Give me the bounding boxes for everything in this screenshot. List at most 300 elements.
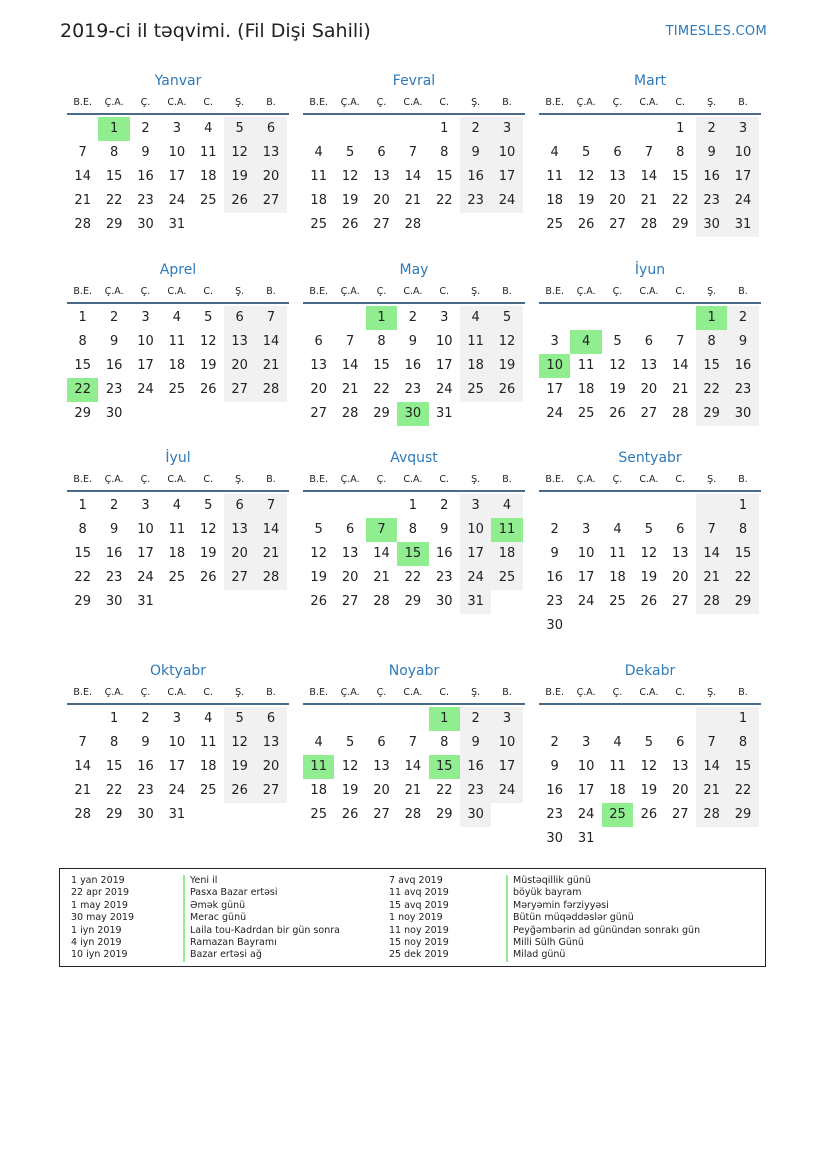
weekday-label: Ş. xyxy=(707,97,717,108)
day-cell: 29 xyxy=(105,807,123,822)
day-cell: 13 xyxy=(373,169,390,184)
day-cell: 23 xyxy=(105,382,123,397)
empty-cell xyxy=(334,707,365,731)
day-cell: 14 xyxy=(255,330,286,354)
day-cell: 29 xyxy=(105,217,123,232)
day-cell: 9 xyxy=(550,759,559,774)
day-cell: 3 xyxy=(491,707,522,731)
day-cell: 7 xyxy=(345,334,355,349)
day-cell: 16 xyxy=(105,358,123,373)
month-i̇yun xyxy=(539,261,761,426)
day-cell: 11 xyxy=(310,169,327,184)
day-cell: 26 xyxy=(577,217,595,232)
day-cell: 18 xyxy=(199,759,217,774)
day-cell: 15 xyxy=(727,755,758,779)
day-cell: 26 xyxy=(224,189,255,213)
day-cell: 6 xyxy=(314,334,323,349)
day-cell: 4 xyxy=(613,522,622,537)
day-cell: 12 xyxy=(224,141,255,165)
legend-holiday-name: Müstəqillik günü xyxy=(513,875,591,886)
day-cell: 26 xyxy=(341,217,359,232)
day-cell: 3 xyxy=(172,121,181,136)
day-cell: 17 xyxy=(435,358,453,373)
day-cell: 7 xyxy=(696,518,727,542)
day-cell: 18 xyxy=(460,354,491,378)
day-cell: 2 xyxy=(727,306,758,330)
empty-cell xyxy=(303,306,334,330)
day-cell: 5 xyxy=(491,306,522,330)
day-cell: 20 xyxy=(671,570,689,585)
month-fevral xyxy=(303,72,525,237)
legend-date: 15 avq 2019 xyxy=(389,899,449,911)
day-cell: 31 xyxy=(137,594,154,609)
day-cell: 4 xyxy=(550,145,559,160)
day-cell: 3 xyxy=(581,522,591,537)
day-cell: 17 xyxy=(577,783,595,798)
day-cell: 16 xyxy=(546,570,563,585)
weekday-label: C. xyxy=(439,474,450,485)
weekday-label: B. xyxy=(738,687,748,698)
day-cell: 15 xyxy=(373,358,390,373)
day-cell: 12 xyxy=(609,358,626,373)
day-cell: 4 xyxy=(204,121,213,136)
empty-cell xyxy=(303,117,334,141)
day-cell: 5 xyxy=(581,145,591,160)
day-cell: 5 xyxy=(224,117,255,141)
legend-holiday-name: böyük bayram xyxy=(513,887,582,899)
day-cell: 4 xyxy=(172,310,181,325)
day-cell: 30 xyxy=(696,213,727,237)
day-cell: 9 xyxy=(440,522,449,537)
weekday-label: B. xyxy=(502,286,512,297)
month-sentyabr xyxy=(539,449,761,638)
empty-cell xyxy=(67,117,98,141)
legend-date: 22 apr 2019 xyxy=(71,887,130,899)
day-cell: 22 xyxy=(74,570,91,585)
day-cell: 23 xyxy=(435,570,453,585)
day-cell: 7 xyxy=(78,735,87,750)
month-name: Fevral xyxy=(392,73,436,89)
day-cell: 12 xyxy=(577,169,595,184)
day-cell: 10 xyxy=(137,334,154,349)
weekday-label: Ç.A. xyxy=(104,286,124,297)
legend-holiday-name: Peyğəmbərin ad günündən sonrakı gün xyxy=(513,924,701,936)
weekday-label: C.A. xyxy=(167,687,187,698)
legend-right-dates xyxy=(389,875,449,962)
day-cell: 3 xyxy=(141,498,150,513)
day-cell: 3 xyxy=(460,494,491,518)
day-cell: 17 xyxy=(168,759,186,774)
day-cell: 26 xyxy=(224,779,255,803)
weekday-label: C. xyxy=(675,286,686,297)
day-cell: 5 xyxy=(314,522,323,537)
month-name: May xyxy=(399,262,429,278)
day-cell: 20 xyxy=(224,542,255,566)
day-cell: 18 xyxy=(168,358,186,373)
day-cell: 29 xyxy=(435,807,453,822)
day-grid xyxy=(539,707,761,851)
weekday-label: Ş. xyxy=(707,474,717,485)
weekday-label: Ç. xyxy=(612,687,623,698)
holiday-day-cell: 10 xyxy=(539,354,570,378)
month-name: Mart xyxy=(634,73,666,89)
day-cell: 14 xyxy=(671,358,689,373)
day-cell: 25 xyxy=(168,382,186,397)
day-cell: 15 xyxy=(74,358,91,373)
day-cell: 21 xyxy=(640,193,658,208)
day-cell: 13 xyxy=(609,169,626,184)
weekday-label: C. xyxy=(203,97,214,108)
day-grid xyxy=(67,494,289,614)
empty-cell xyxy=(570,306,601,330)
brand-link[interactable]: TIMESLES.COM xyxy=(665,24,767,39)
weekday-header xyxy=(303,95,525,115)
weekday-label: B. xyxy=(266,97,276,108)
day-cell: 17 xyxy=(168,169,186,184)
legend-date: 1 iyn 2019 xyxy=(71,924,122,936)
day-cell: 8 xyxy=(377,334,386,349)
day-cell: 23 xyxy=(404,382,422,397)
day-cell: 17 xyxy=(577,570,595,585)
day-cell: 11 xyxy=(546,169,563,184)
day-cell: 31 xyxy=(577,831,595,846)
weekday-label: B. xyxy=(738,286,748,297)
day-cell: 30 xyxy=(546,618,563,633)
day-cell: 10 xyxy=(435,334,453,349)
weekday-label: Ş. xyxy=(235,286,245,297)
day-grid xyxy=(303,707,525,827)
weekday-label: C.A. xyxy=(403,474,423,485)
weekday-label: Ç. xyxy=(140,97,151,108)
day-cell: 3 xyxy=(550,334,559,349)
holiday-day-cell: 15 xyxy=(429,755,460,779)
legend-holiday-name: Pasxa Bazar ertəsi xyxy=(190,887,278,899)
day-cell: 8 xyxy=(408,522,417,537)
day-cell: 2 xyxy=(109,498,119,513)
weekday-label: C. xyxy=(675,687,686,698)
legend-holiday-name: Ramazan Bayramı xyxy=(190,936,277,948)
day-cell: 20 xyxy=(373,783,390,798)
weekday-label: B. xyxy=(738,97,748,108)
weekday-label: B.E. xyxy=(545,286,564,297)
day-cell: 20 xyxy=(373,193,390,208)
day-cell: 9 xyxy=(696,141,727,165)
weekday-label: Ç.A. xyxy=(340,97,360,108)
empty-cell xyxy=(665,707,696,731)
day-cell: 13 xyxy=(671,546,689,561)
day-cell: 23 xyxy=(137,193,154,208)
day-cell: 24 xyxy=(168,783,186,798)
weekday-label: Ç. xyxy=(612,97,623,108)
empty-cell xyxy=(67,707,98,731)
weekday-label: Ş. xyxy=(235,687,245,698)
legend-left-names xyxy=(183,875,340,962)
day-cell: 13 xyxy=(224,518,255,542)
holiday-day-cell: 1 xyxy=(429,707,460,731)
day-cell: 24 xyxy=(168,193,186,208)
day-cell: 24 xyxy=(435,382,453,397)
day-cell: 30 xyxy=(460,803,491,827)
weekday-label: Ç.A. xyxy=(576,286,596,297)
day-cell: 6 xyxy=(255,117,286,141)
day-cell: 29 xyxy=(74,406,91,421)
empty-cell xyxy=(570,707,601,731)
legend-date: 10 iyn 2019 xyxy=(71,949,128,961)
day-cell: 18 xyxy=(310,783,327,798)
weekday-label: B. xyxy=(266,286,276,297)
weekday-label: B.E. xyxy=(309,687,328,698)
weekday-label: C. xyxy=(203,687,214,698)
month-avqust xyxy=(303,449,525,614)
weekday-label: Ç.A. xyxy=(576,474,596,485)
legend-date: 1 may 2019 xyxy=(71,899,128,911)
weekday-label: B.E. xyxy=(309,286,328,297)
day-cell: 15 xyxy=(435,169,453,184)
month-may xyxy=(303,261,525,426)
day-cell: 16 xyxy=(137,169,154,184)
day-cell: 11 xyxy=(609,759,626,774)
day-cell: 19 xyxy=(199,546,217,561)
day-cell: 10 xyxy=(168,735,186,750)
weekday-header xyxy=(303,284,525,304)
day-cell: 24 xyxy=(546,406,563,421)
weekday-label: Ş. xyxy=(471,286,481,297)
day-cell: 14 xyxy=(404,759,422,774)
day-cell: 3 xyxy=(727,117,758,141)
day-cell: 12 xyxy=(640,546,658,561)
weekday-label: C.A. xyxy=(167,474,187,485)
day-cell: 11 xyxy=(168,334,186,349)
legend-holiday-name: Bazar ertəsi ağ xyxy=(190,949,262,961)
day-cell: 27 xyxy=(341,594,359,609)
day-cell: 29 xyxy=(727,803,758,827)
day-cell: 21 xyxy=(696,566,727,590)
holiday-day-cell: 15 xyxy=(397,542,428,566)
weekday-label: Ş. xyxy=(471,474,481,485)
day-cell: 15 xyxy=(671,169,689,184)
weekday-label: Ş. xyxy=(235,474,245,485)
month-yanvar xyxy=(67,72,289,237)
weekday-label: Ş. xyxy=(707,687,717,698)
day-cell: 27 xyxy=(255,779,286,803)
day-cell: 8 xyxy=(440,735,449,750)
day-cell: 14 xyxy=(373,546,390,561)
weekday-header xyxy=(303,472,525,492)
legend-date: 1 noy 2019 xyxy=(389,912,443,924)
day-cell: 13 xyxy=(640,358,658,373)
day-cell: 21 xyxy=(404,783,422,798)
day-cell: 18 xyxy=(609,783,626,798)
day-cell: 20 xyxy=(255,755,286,779)
day-cell: 20 xyxy=(310,382,327,397)
day-cell: 13 xyxy=(310,358,327,373)
legend-holiday-name: Milli Sülh Günü xyxy=(513,936,584,948)
weekday-label: Ş. xyxy=(235,97,245,108)
day-cell: 30 xyxy=(137,807,154,822)
day-cell: 2 xyxy=(460,707,491,731)
day-cell: 15 xyxy=(696,354,727,378)
day-cell: 11 xyxy=(199,145,217,160)
holiday-day-cell: 25 xyxy=(602,803,633,827)
day-cell: 14 xyxy=(74,169,91,184)
day-cell: 9 xyxy=(141,145,150,160)
day-cell: 14 xyxy=(696,542,727,566)
day-cell: 21 xyxy=(255,354,286,378)
day-cell: 2 xyxy=(408,310,417,325)
legend-date: 25 dek 2019 xyxy=(389,949,449,961)
day-cell: 17 xyxy=(491,165,522,189)
day-cell: 30 xyxy=(435,594,453,609)
day-cell: 27 xyxy=(373,807,390,822)
day-cell: 5 xyxy=(345,735,355,750)
day-cell: 8 xyxy=(109,735,119,750)
day-cell: 4 xyxy=(491,494,522,518)
day-cell: 22 xyxy=(105,783,123,798)
empty-cell xyxy=(602,306,633,330)
day-cell: 29 xyxy=(373,406,390,421)
day-cell: 7 xyxy=(78,145,87,160)
day-cell: 11 xyxy=(460,330,491,354)
day-cell: 6 xyxy=(224,494,255,518)
day-cell: 2 xyxy=(550,522,559,537)
legend-date: 1 yan 2019 xyxy=(71,875,125,886)
empty-cell xyxy=(303,494,334,518)
empty-cell xyxy=(633,306,664,330)
day-cell: 4 xyxy=(314,735,323,750)
weekday-label: C. xyxy=(439,687,450,698)
day-cell: 31 xyxy=(460,590,491,614)
day-cell: 20 xyxy=(341,570,359,585)
day-cell: 12 xyxy=(491,330,522,354)
weekday-label: Ç. xyxy=(376,97,387,108)
day-cell: 22 xyxy=(696,378,727,402)
page-title: 2019-ci il təqvimi. (Fil Dişi Sahili) xyxy=(60,20,371,42)
day-cell: 2 xyxy=(141,711,150,726)
month-i̇yul xyxy=(67,449,289,614)
day-cell: 30 xyxy=(137,217,154,232)
day-cell: 28 xyxy=(404,807,422,822)
day-cell: 19 xyxy=(310,570,327,585)
day-cell: 25 xyxy=(491,566,522,590)
day-cell: 16 xyxy=(460,165,491,189)
day-cell: 13 xyxy=(341,546,359,561)
day-cell: 21 xyxy=(373,570,390,585)
weekday-label: C.A. xyxy=(167,286,187,297)
day-cell: 25 xyxy=(310,217,327,232)
legend-date: 15 noy 2019 xyxy=(389,936,449,948)
day-cell: 19 xyxy=(609,382,626,397)
day-cell: 21 xyxy=(74,783,91,798)
empty-cell xyxy=(602,494,633,518)
empty-cell xyxy=(366,117,397,141)
weekday-label: C. xyxy=(203,286,214,297)
day-cell: 12 xyxy=(199,334,217,349)
day-cell: 4 xyxy=(460,306,491,330)
day-cell: 17 xyxy=(460,542,491,566)
day-cell: 21 xyxy=(74,193,91,208)
day-cell: 9 xyxy=(408,334,417,349)
day-cell: 12 xyxy=(224,731,255,755)
weekday-header xyxy=(67,685,289,705)
day-cell: 5 xyxy=(644,735,653,750)
legend-holiday-name: Laila tou-Kadrdan bir gün sonra xyxy=(190,924,340,936)
day-cell: 6 xyxy=(613,145,622,160)
month-name: Dekabr xyxy=(624,663,676,679)
day-cell: 20 xyxy=(255,165,286,189)
day-cell: 24 xyxy=(491,189,522,213)
legend-holiday-name: Məryəmin fərziyyəsi xyxy=(513,899,609,911)
day-cell: 25 xyxy=(168,570,186,585)
day-cell: 7 xyxy=(255,494,286,518)
day-cell: 23 xyxy=(546,807,563,822)
day-cell: 27 xyxy=(671,807,689,822)
day-cell: 31 xyxy=(168,217,186,232)
day-cell: 10 xyxy=(460,518,491,542)
weekday-header xyxy=(539,95,761,115)
holiday-day-cell: 4 xyxy=(570,330,601,354)
empty-cell xyxy=(539,306,570,330)
day-cell: 27 xyxy=(255,189,286,213)
month-mart xyxy=(539,72,761,237)
day-cell: 16 xyxy=(137,759,154,774)
weekday-label: Ç. xyxy=(376,687,387,698)
weekday-label: C.A. xyxy=(167,97,187,108)
legend-date: 11 noy 2019 xyxy=(389,924,449,936)
day-cell: 25 xyxy=(199,783,217,798)
day-cell: 27 xyxy=(671,594,689,609)
month-aprel xyxy=(67,261,289,426)
day-cell: 21 xyxy=(341,382,359,397)
weekday-label: Ç.A. xyxy=(340,286,360,297)
empty-cell xyxy=(539,494,570,518)
legend-holiday-name: Yeni il xyxy=(190,875,218,886)
weekday-label: C.A. xyxy=(639,474,659,485)
day-grid xyxy=(67,306,289,426)
day-cell: 23 xyxy=(696,189,727,213)
day-cell: 7 xyxy=(408,735,417,750)
weekday-label: Ç. xyxy=(612,286,623,297)
day-cell: 5 xyxy=(644,522,653,537)
day-cell: 12 xyxy=(310,546,327,561)
day-cell: 12 xyxy=(341,759,359,774)
day-cell: 27 xyxy=(373,217,390,232)
day-grid xyxy=(67,707,289,827)
day-cell: 8 xyxy=(78,522,87,537)
empty-cell xyxy=(397,117,428,141)
day-cell: 10 xyxy=(577,759,595,774)
weekday-label: Ş. xyxy=(471,97,481,108)
day-cell: 15 xyxy=(105,759,123,774)
month-name: Noyabr xyxy=(388,663,440,679)
day-cell: 7 xyxy=(696,731,727,755)
day-cell: 18 xyxy=(199,169,217,184)
holiday-day-cell: 1 xyxy=(696,306,727,330)
day-cell: 7 xyxy=(676,334,685,349)
day-cell: 23 xyxy=(546,594,563,609)
day-cell: 11 xyxy=(199,735,217,750)
day-cell: 29 xyxy=(696,402,727,426)
day-cell: 16 xyxy=(105,546,123,561)
day-cell: 27 xyxy=(609,217,626,232)
day-cell: 19 xyxy=(199,358,217,373)
empty-cell xyxy=(334,117,365,141)
day-cell: 16 xyxy=(727,354,758,378)
day-cell: 1 xyxy=(727,494,758,518)
day-cell: 17 xyxy=(727,165,758,189)
day-cell: 10 xyxy=(727,141,758,165)
day-cell: 20 xyxy=(640,382,658,397)
weekday-label: C.A. xyxy=(403,286,423,297)
